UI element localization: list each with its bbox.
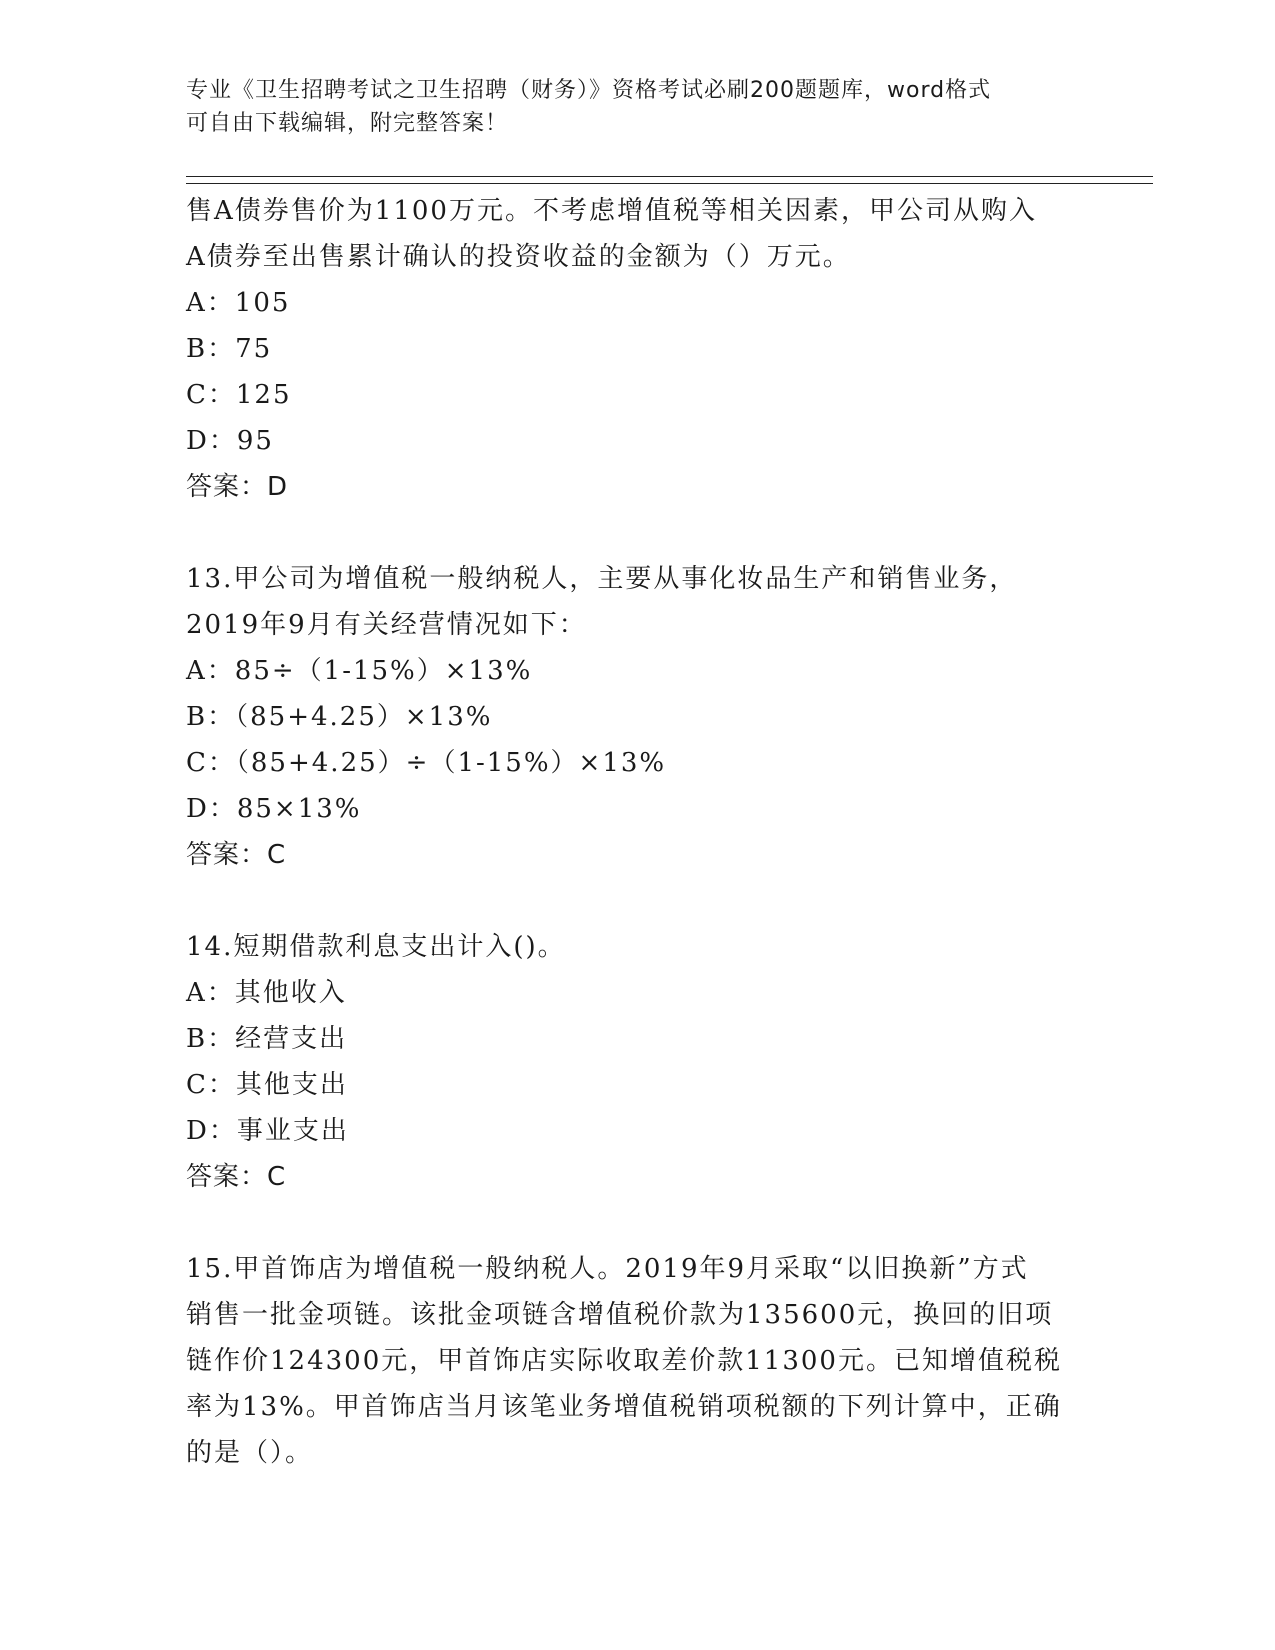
question-block <box>186 188 1086 510</box>
question-list <box>186 188 1086 1476</box>
document-header <box>186 74 1086 140</box>
answer-line: 答案：C <box>186 1162 287 1192</box>
option-d: D：事业支出 <box>186 1116 349 1146</box>
option-d: D：95 <box>186 426 274 456</box>
option-b: B：（85+4.25）×13% <box>186 702 493 732</box>
question-text-line: 15.甲首饰店为增值税一般纳税人。2019年9月采取“以旧换新”方式 <box>186 1254 1029 1284</box>
option-c: C：（85+4.25）÷（1-15%）×13% <box>186 748 667 778</box>
answer-line: 答案：C <box>186 840 287 870</box>
question-text-line: 销售一批金项链。该批金项链含增值税价款为135600元，换回的旧项 <box>186 1300 1054 1330</box>
spacer <box>186 510 1086 556</box>
spacer <box>186 878 1086 924</box>
spacer <box>186 1200 1086 1246</box>
option-a: A：其他收入 <box>186 978 347 1008</box>
question-text <box>186 924 1086 970</box>
question-text-line: 率为13%。甲首饰店当月该笔业务增值税销项税额的下列计算中，正确 <box>186 1392 1062 1422</box>
option-b: B：经营支出 <box>186 1024 348 1054</box>
option-b: B：75 <box>186 334 273 364</box>
question-text <box>186 1246 1086 1476</box>
header-title-line-1: 专业《卫生招聘考试之卫生招聘（财务）》资格考试必刷200题题库，word格式 <box>186 78 992 103</box>
option-a: A：85÷（1-15%）×13% <box>186 656 533 686</box>
question-text-line: 链作价124300元，甲首饰店实际收取差价款11300元。已知增值税税 <box>186 1346 1062 1376</box>
option-d: D：85×13% <box>186 794 362 824</box>
header-divider-top <box>186 176 1153 177</box>
question-text <box>186 556 1086 648</box>
question-text <box>186 188 1086 280</box>
question-text-line: 13.甲公司为增值税一般纳税人，主要从事化妆品生产和销售业务， <box>186 564 1018 594</box>
question-text-line: 2019年9月有关经营情况如下： <box>186 610 587 640</box>
option-c: C：其他支出 <box>186 1070 348 1100</box>
question-text-line: 的是（）。 <box>186 1438 314 1468</box>
question-block <box>186 1246 1086 1476</box>
header-title-line-2: 可自由下载编辑，附完整答案！ <box>186 111 509 136</box>
header-divider-bottom <box>186 183 1153 184</box>
question-text-line: 14.短期借款利息支出计入()。 <box>186 932 566 962</box>
question-block <box>186 924 1086 1200</box>
option-c: C：125 <box>186 380 292 410</box>
option-a: A：105 <box>186 288 291 318</box>
question-text-line: 售A债券售价为1100万元。不考虑增值税等相关因素，甲公司从购入 <box>186 196 1037 226</box>
answer-line: 答案：D <box>186 472 289 502</box>
question-block <box>186 556 1086 878</box>
question-text-line: A债券至出售累计确认的投资收益的金额为（）万元。 <box>186 242 851 272</box>
